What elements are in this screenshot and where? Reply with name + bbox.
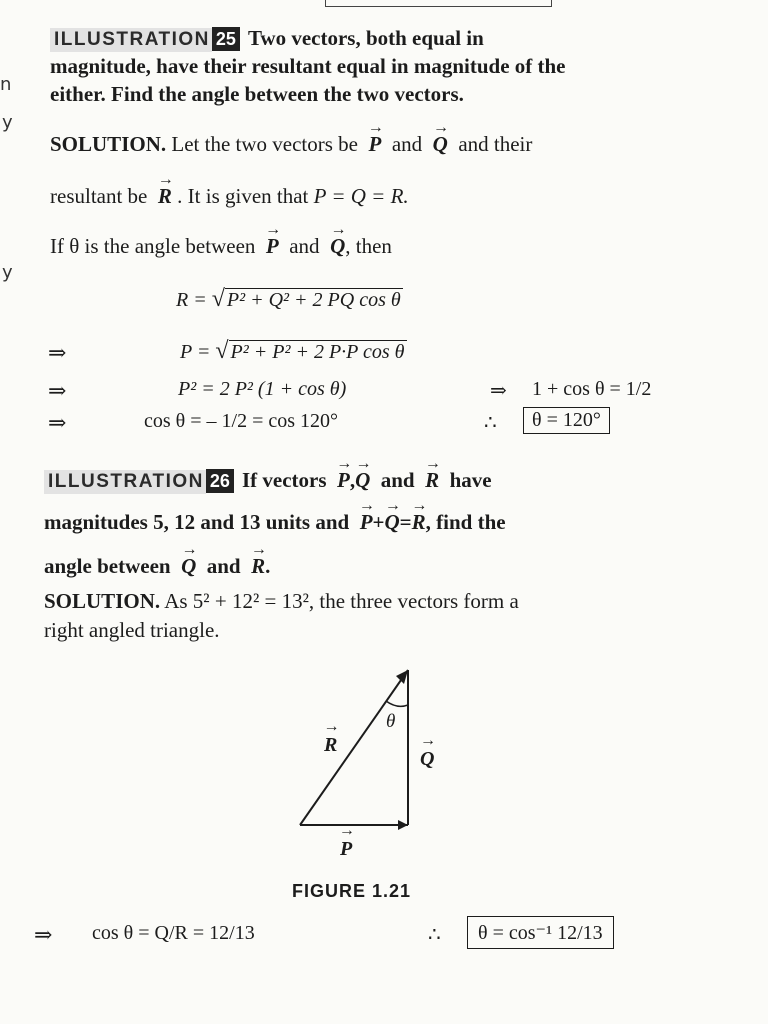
vector-r: → R bbox=[324, 734, 337, 757]
illustration-26-line-2 bbox=[44, 508, 506, 536]
implies-icon: ⇒ bbox=[34, 922, 53, 947]
vector-q: → Q bbox=[384, 508, 399, 536]
equation-lhs: R = bbox=[176, 289, 207, 311]
text: . It is given that bbox=[177, 184, 309, 208]
implies-icon: ⇒ bbox=[48, 378, 67, 403]
solution-25-line-3 bbox=[50, 232, 392, 260]
page-top-rule bbox=[325, 0, 552, 7]
figure-label-r bbox=[324, 734, 337, 757]
equation-4: cos θ = – 1/2 = cos 120° bbox=[144, 410, 339, 432]
text: and bbox=[391, 132, 423, 156]
equation-2 bbox=[180, 338, 407, 365]
implies-icon: ⇒ bbox=[48, 410, 67, 435]
illustration-26-line-3 bbox=[44, 552, 270, 580]
arrowhead-icon bbox=[396, 670, 408, 684]
vector-q: → Q bbox=[420, 748, 434, 771]
equation-3: P² = 2 P² (1 + cos θ) bbox=[178, 378, 347, 400]
answer-box-26: θ = cos⁻¹ 12/13 bbox=[467, 916, 614, 949]
solution-26-line-1 bbox=[44, 587, 519, 615]
text: + bbox=[372, 510, 385, 534]
sqrt-sign: √ bbox=[215, 338, 229, 364]
final-equation: cos θ = Q/R = 12/13 bbox=[92, 922, 255, 944]
text: If θ is the angle between bbox=[50, 234, 256, 258]
text: and bbox=[206, 554, 241, 578]
equation-1 bbox=[176, 286, 403, 313]
vector-r: → R bbox=[158, 182, 172, 210]
figure-caption: FIGURE 1.21 bbox=[292, 881, 412, 901]
vector-p: → P bbox=[337, 466, 350, 494]
vector-q: → Q bbox=[181, 552, 196, 580]
text: and bbox=[289, 234, 320, 258]
vector-r: → R bbox=[412, 508, 426, 536]
solution-25-line-1 bbox=[50, 130, 532, 158]
equation-lhs: P = bbox=[180, 341, 211, 363]
answer-box-25: θ = 120° bbox=[523, 407, 610, 434]
vector-r: → R bbox=[251, 552, 265, 580]
text: As 5² + 12² = 13², the three vectors form a bbox=[164, 589, 519, 613]
illustration-25-line-3: either. Find the angle between the two vectors. bbox=[50, 82, 464, 106]
text: If vectors bbox=[241, 468, 327, 492]
text: magnitudes 5, 12 and 13 units and bbox=[44, 510, 350, 534]
vector-p: → P bbox=[340, 838, 352, 861]
implies-icon: ⇒ bbox=[490, 380, 507, 402]
margin-mark: n bbox=[0, 74, 12, 95]
solution-heading: SOLUTION. bbox=[44, 589, 161, 613]
illustration-number: 26 bbox=[206, 469, 234, 493]
text: , then bbox=[345, 234, 392, 258]
illustration-tag: ILLUSTRATION bbox=[44, 470, 206, 494]
equation-3-result: 1 + cos θ = 1/2 bbox=[532, 378, 652, 400]
therefore-icon: ∴ bbox=[484, 412, 497, 434]
vector-r: → R bbox=[425, 466, 439, 494]
question-text: Two vectors, both equal in bbox=[247, 26, 484, 50]
figure-label-p bbox=[340, 838, 352, 861]
text: P = Q = R. bbox=[313, 184, 409, 208]
solution-heading: SOLUTION. bbox=[50, 132, 167, 156]
implies-icon: ⇒ bbox=[48, 340, 67, 365]
text: and their bbox=[458, 132, 533, 156]
text: , bbox=[349, 468, 356, 492]
vector-q: → Q bbox=[355, 466, 370, 494]
vector-r-line bbox=[300, 670, 408, 825]
figure-theta-label: θ bbox=[386, 711, 396, 732]
text: and bbox=[380, 468, 415, 492]
illustration-26-line-1 bbox=[44, 466, 492, 494]
margin-mark: y bbox=[2, 262, 13, 283]
arrowhead-icon bbox=[398, 820, 408, 830]
vector-p: → P bbox=[368, 130, 381, 158]
text: = bbox=[399, 510, 412, 534]
text: . bbox=[265, 554, 271, 578]
margin-mark: y bbox=[2, 112, 13, 133]
text: angle between bbox=[44, 554, 171, 578]
illustration-number: 25 bbox=[212, 27, 240, 51]
vector-p: → P bbox=[360, 508, 373, 536]
angle-arc bbox=[386, 701, 408, 706]
vector-q: → Q bbox=[433, 130, 448, 158]
vector-q: → Q bbox=[330, 232, 345, 260]
text: have bbox=[449, 468, 492, 492]
illustration-25-line-1 bbox=[50, 24, 484, 52]
text: , find the bbox=[425, 510, 506, 534]
solution-26-line-2: right angled triangle. bbox=[44, 618, 220, 642]
text: Let the two vectors be bbox=[171, 132, 358, 156]
illustration-tag: ILLUSTRATION bbox=[50, 28, 212, 52]
figure-label-q bbox=[420, 748, 434, 771]
text: resultant be bbox=[50, 184, 148, 208]
equation-rhs: P² + Q² + 2 PQ cos θ bbox=[226, 289, 401, 311]
solution-25-line-2 bbox=[50, 182, 409, 210]
vector-p: → P bbox=[266, 232, 279, 260]
illustration-25-line-2: magnitude, have their resultant equal in magnitude of the bbox=[50, 54, 566, 78]
therefore-icon: ∴ bbox=[428, 924, 441, 946]
equation-rhs: P² + P² + 2 P·P cos θ bbox=[230, 341, 405, 363]
sqrt-sign: √ bbox=[211, 286, 225, 312]
